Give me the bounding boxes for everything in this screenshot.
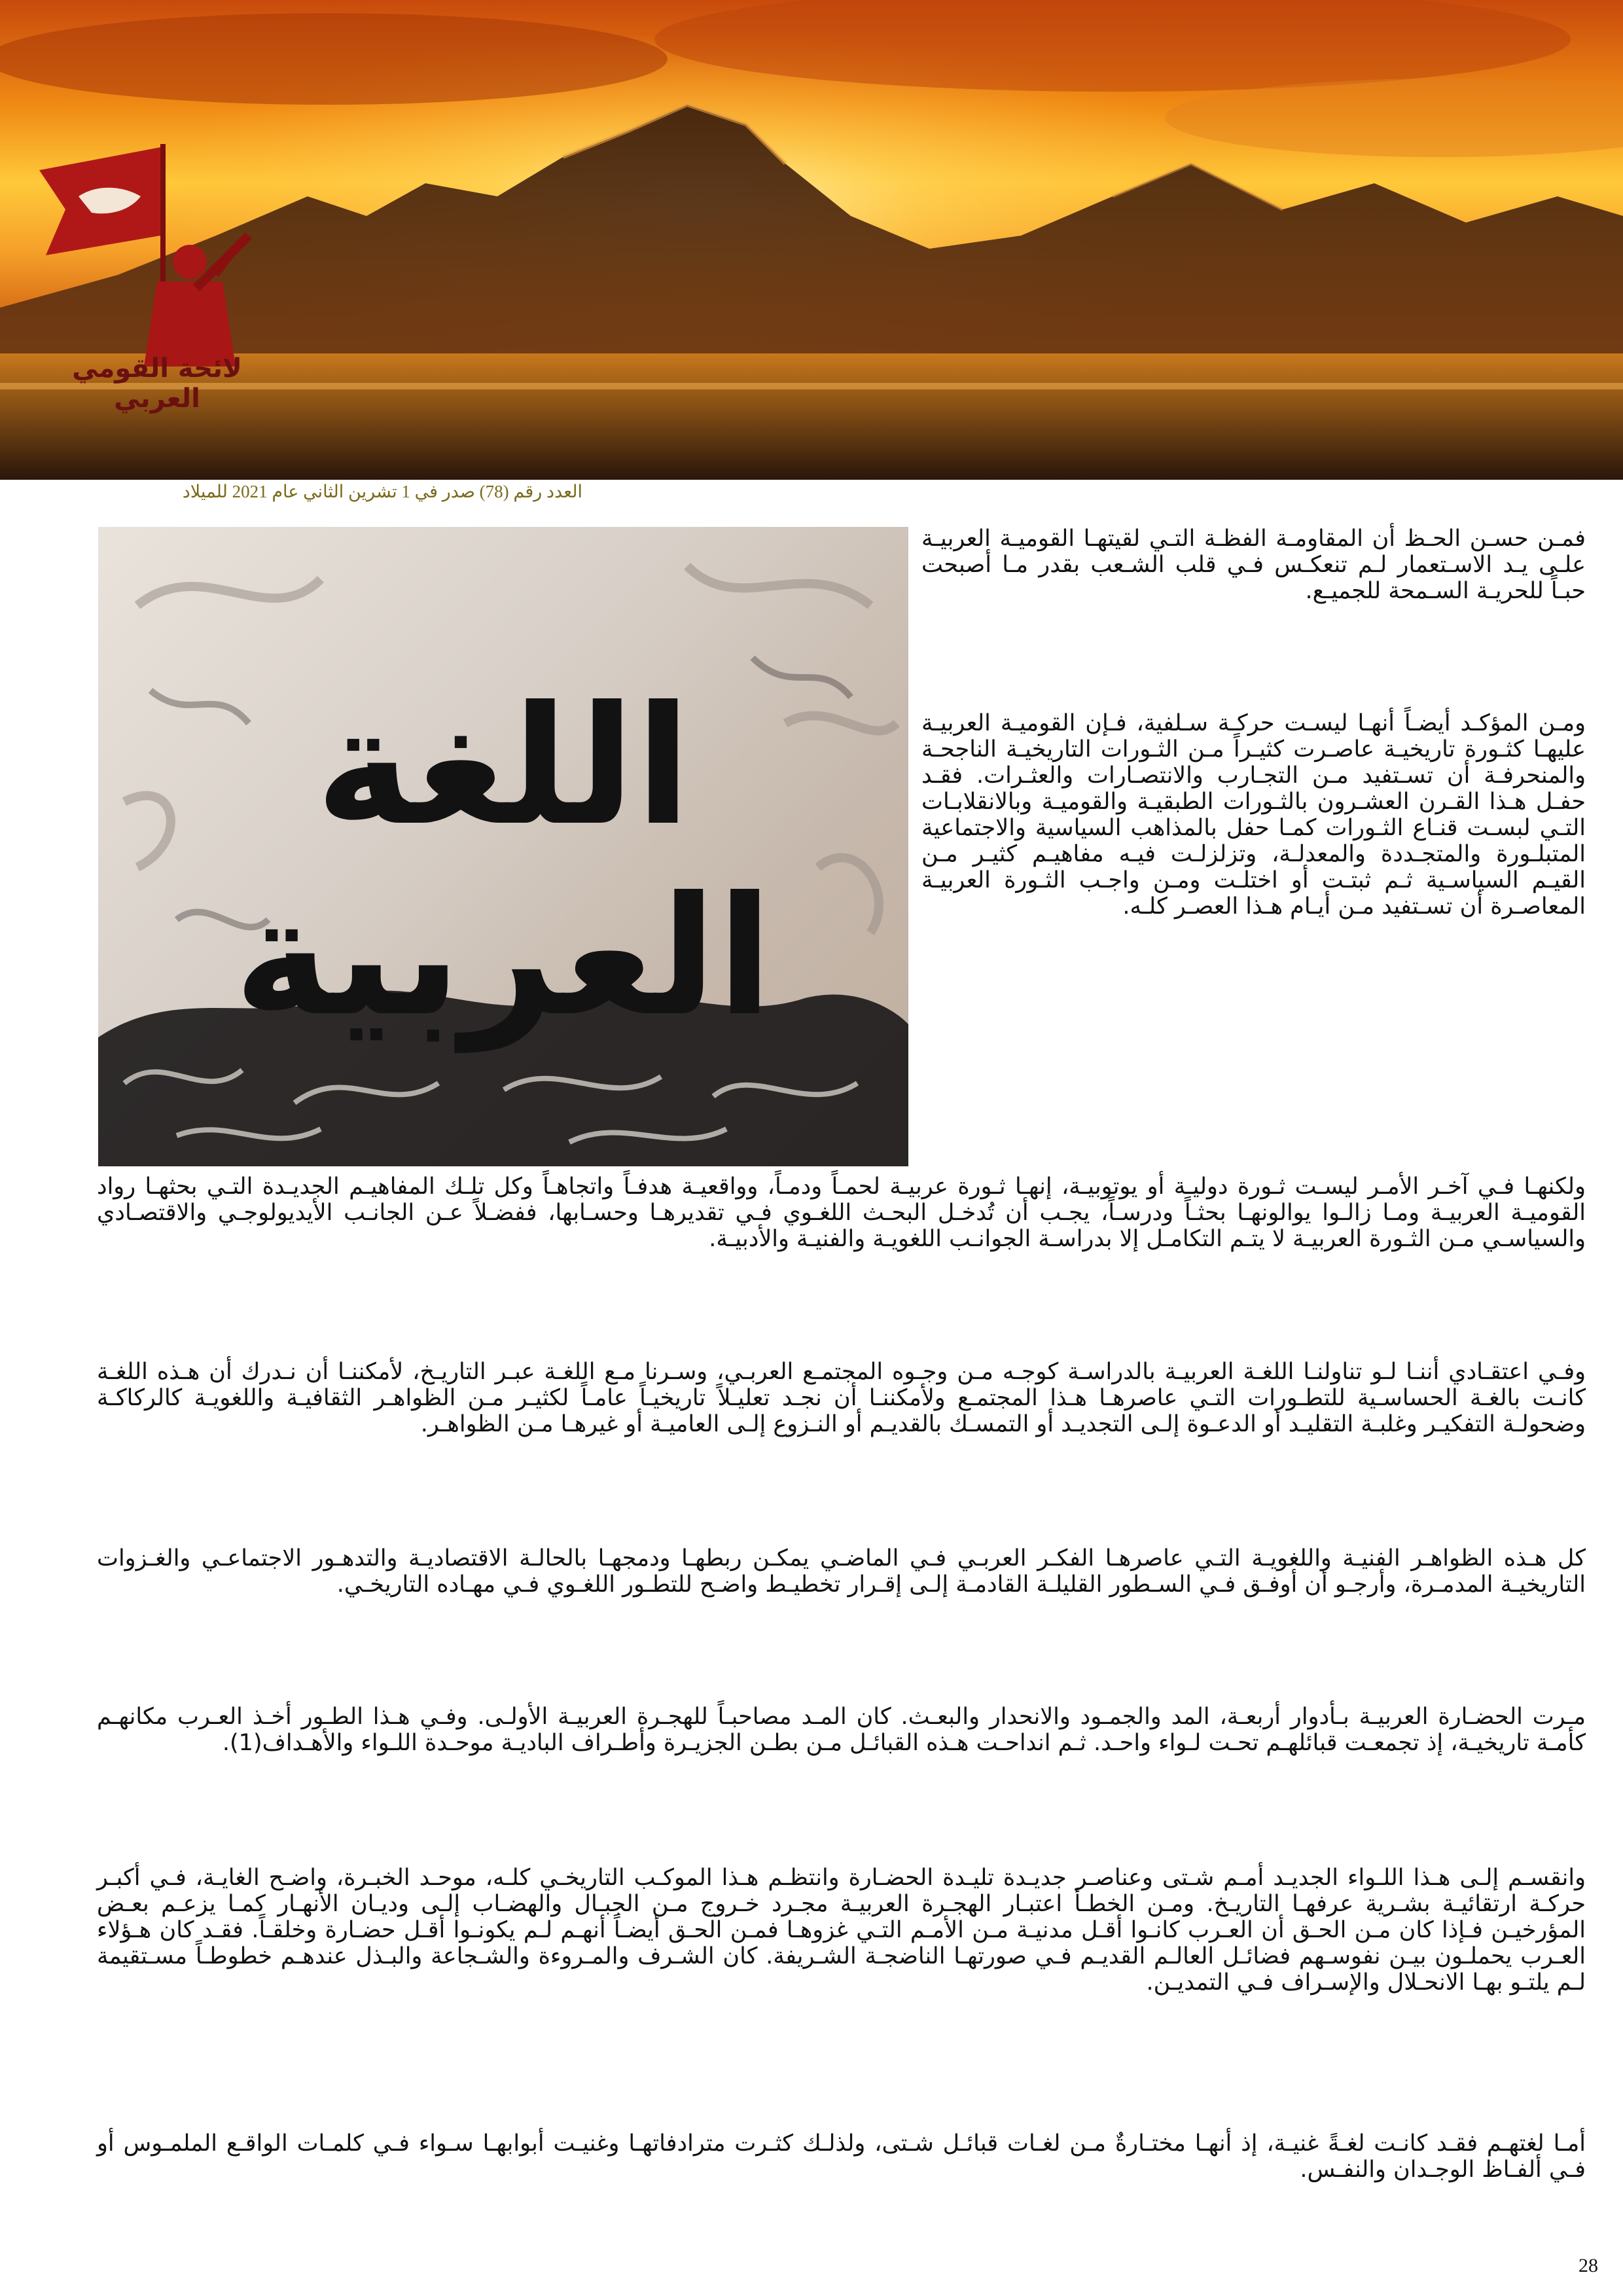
paragraph-8: أمـا لغتهـم فقـد كانـت لغـةً غنيـة، إذ أنهـا مختـارةٌ مـن لغـات قبائـل شـتى، ولذلـك كثـرت مترادفاتهـا وغنيـت أبوابهـا سـواء فـي كلمـات الواقـع الملمـوس أو فـي ألفـاظ الوجـدان والنفـس. — [97, 2130, 1586, 2183]
paragraph-4: وفـي اعتقـادي أننـا لـو تناولنـا اللغـة العربيـة بالدراسـة كوجـه مـن وجـوه المجتمـع العربـي، وسـرنا مـع اللغـة عبـر التاريـخ، لأمكننـا أن نـدرك أن هـذه اللغـة كانـت بالغـة الحساسـية للتطـورات التـي عاصرهـا هـذا المجتمـع ولأمكننـا أن نجـد تعليـلاً تاريخيـاً عامـاً لكثيـر مـن الظواهـر الثقافيـة واللغويـة كالركاكـة وضحولـة التفكيـر وغلبـة التقليـد أو الدعـوة إلـى التجديـد أو التمسـك بالقديـم أو النـزوع إلـى العاميـة أو غيرهـا مـن الظواهـر. — [97, 1359, 1586, 1437]
page-number: 28 — [1578, 2255, 1598, 2276]
calligraphy-text: اللغة العربية — [234, 671, 773, 1052]
issue-line: العدد رقم (78) صدر في 1 تشرين الثاني عام 2021 للميلاد — [182, 482, 582, 501]
logo-caption: لائحة القومي العربي — [72, 353, 242, 414]
paragraph-5: كل هـذه الظواهـر الفنيـة واللغويـة التـي عاصرهـا الفكـر العربـي فـي الماضـي يمكـن ربطهـا ودمجهـا بالحالـة الاقتصاديـة والتدهـور الاجتماعـي والغـزوات التاريخيـة المدمـرة، وأرجـو أن أوفـق فـي السـطور القليلـة القادمـة إلـى إقـرار تخطيـط واضـح للتطـور اللغـوي فـي مهـاده التاريخـي. — [97, 1545, 1586, 1598]
paragraph-3: ولكنهـا فـي آخـر الأمـر ليسـت ثـورة دوليـة أو يوتوبيـة، إنهـا ثـورة عربيـة لحمـاً ودمـاً، وواقعيـة هدفـاً واتجاهـاً وكل تلـك المفاهيـم الجديـدة التـي بحثهـا رواد القوميـة العربيـة ومـا زالـوا يوالونهـا بحثـاً ودرسـاً، يجـب أن تُدخـل البحـث اللغـوي فـي تقديرهـا وحسـابها، ففضـلاً عـن الجانـب الأيديولوجـي والاقتصـادي والسياسـي مـن الثـورة العربيـة لا يتـم التكامـل إلا بدراسـة الجوانـب اللغويـة والفنيـة والأدبيـة. — [97, 1174, 1586, 1252]
paragraph-2: ومـن المؤكـد أيضـاً أنهـا ليسـت حركـة سـلفية، فـإن القوميـة العربيـة عليهـا كثـورة تاريخيـة عاصـرت كثيـراً مـن الثـورات التاريخيـة الناجحـة والمنحرفـة أن تسـتفيد مـن التجـارب والانتصـارات والعثـرات. فقـد حفـل هـذا القـرن العشـرون بالثـورات الطبقيـة والقوميـة وبالانقلابـات التـي لبسـت قنـاع الثـورات كمـا حفل بالمذاهب السياسية والاجتماعية المتبلـورة والمتجـددة والمعدلـة، وتزلزلـت فيـه مفاهيـم كثيـر مـن القيـم السياسـية ثـم ثبتـت أو اختلـت ومـن واجـب الثـورة العربيـة المعاصـرة أن تسـتفيد مـن أيـام هـذا العصـر كلـه. — [921, 710, 1586, 920]
header-banner — [0, 0, 1623, 480]
paragraph-6: مـرت الحضـارة العربيـة بـأدوار أربعـة، المد والجمـود والانحدار والبعـث. كان المـد مصاحبـاً للهجـرة العربيـة الأولـى. وفـي هـذا الطـور أخـذ العـرب مكانهـم كأمـة تاريخيـة، إذ تجمعـت قبائلهـم تحـت لـواء واحـد. ثـم انداحـت هـذه القبائـل مـن بطـن الجزيـرة وأطـراف الباديـة موحـدة اللـواء والأهـداف(1). — [97, 1704, 1586, 1756]
calligraphy-image — [98, 527, 908, 1166]
paragraph-7: وانقسـم إلـى هـذا اللـواء الجديـد أمـم شـتى وعناصـر جديـدة تليـدة الحضـارة وانتظـم هـذا الموكـب التاريخـي كلـه، موحـد الخبـرة، واضـح الغايـة، فـي أكبـر حركـة ارتقائيـة بشـرية عرفهـا التاريـخ. ومـن الخطـأ اعتبـار الهجـرة العربيـة مجـرد خـروج مـن الجبـال والهضـاب إلـى وديـان الأنهـار كمـا يزعـم بعـض المؤرخيـن فـإذا كان مـن الحـق أن العـرب كانـوا أقـل مدنيـة مـن الأمـم التـي غزوهـا فمـن الحـق أيضـاً أنهـم لـم يكونـوا أقـل حضـارة وخلقـاً. فقـد كان هـؤلاء العـرب يحملـون بيـن نفوسـهم فضائـل العالـم القديـم فـي صورتهـا الناضجـة الشـريفة. كان الشـرف والمـروءة والشـجاعة والبـذل عندهـم خطوطـاً مسـتقيمة لـم يلتـو بهـا الانحـلال والإسـراف فـي التمديـن. — [97, 1865, 1586, 1996]
paragraph-1: فمـن حسـن الحـظ أن المقاومـة الفظـة التـي لقيتهـا القوميـة العربيـة علـى يـد الاسـتعمار لـم تنعكـس فـي قلب الشـعب بقدر مـا أصبحت حبـاً للحريـة السـمحة للجميـع. — [921, 526, 1586, 604]
